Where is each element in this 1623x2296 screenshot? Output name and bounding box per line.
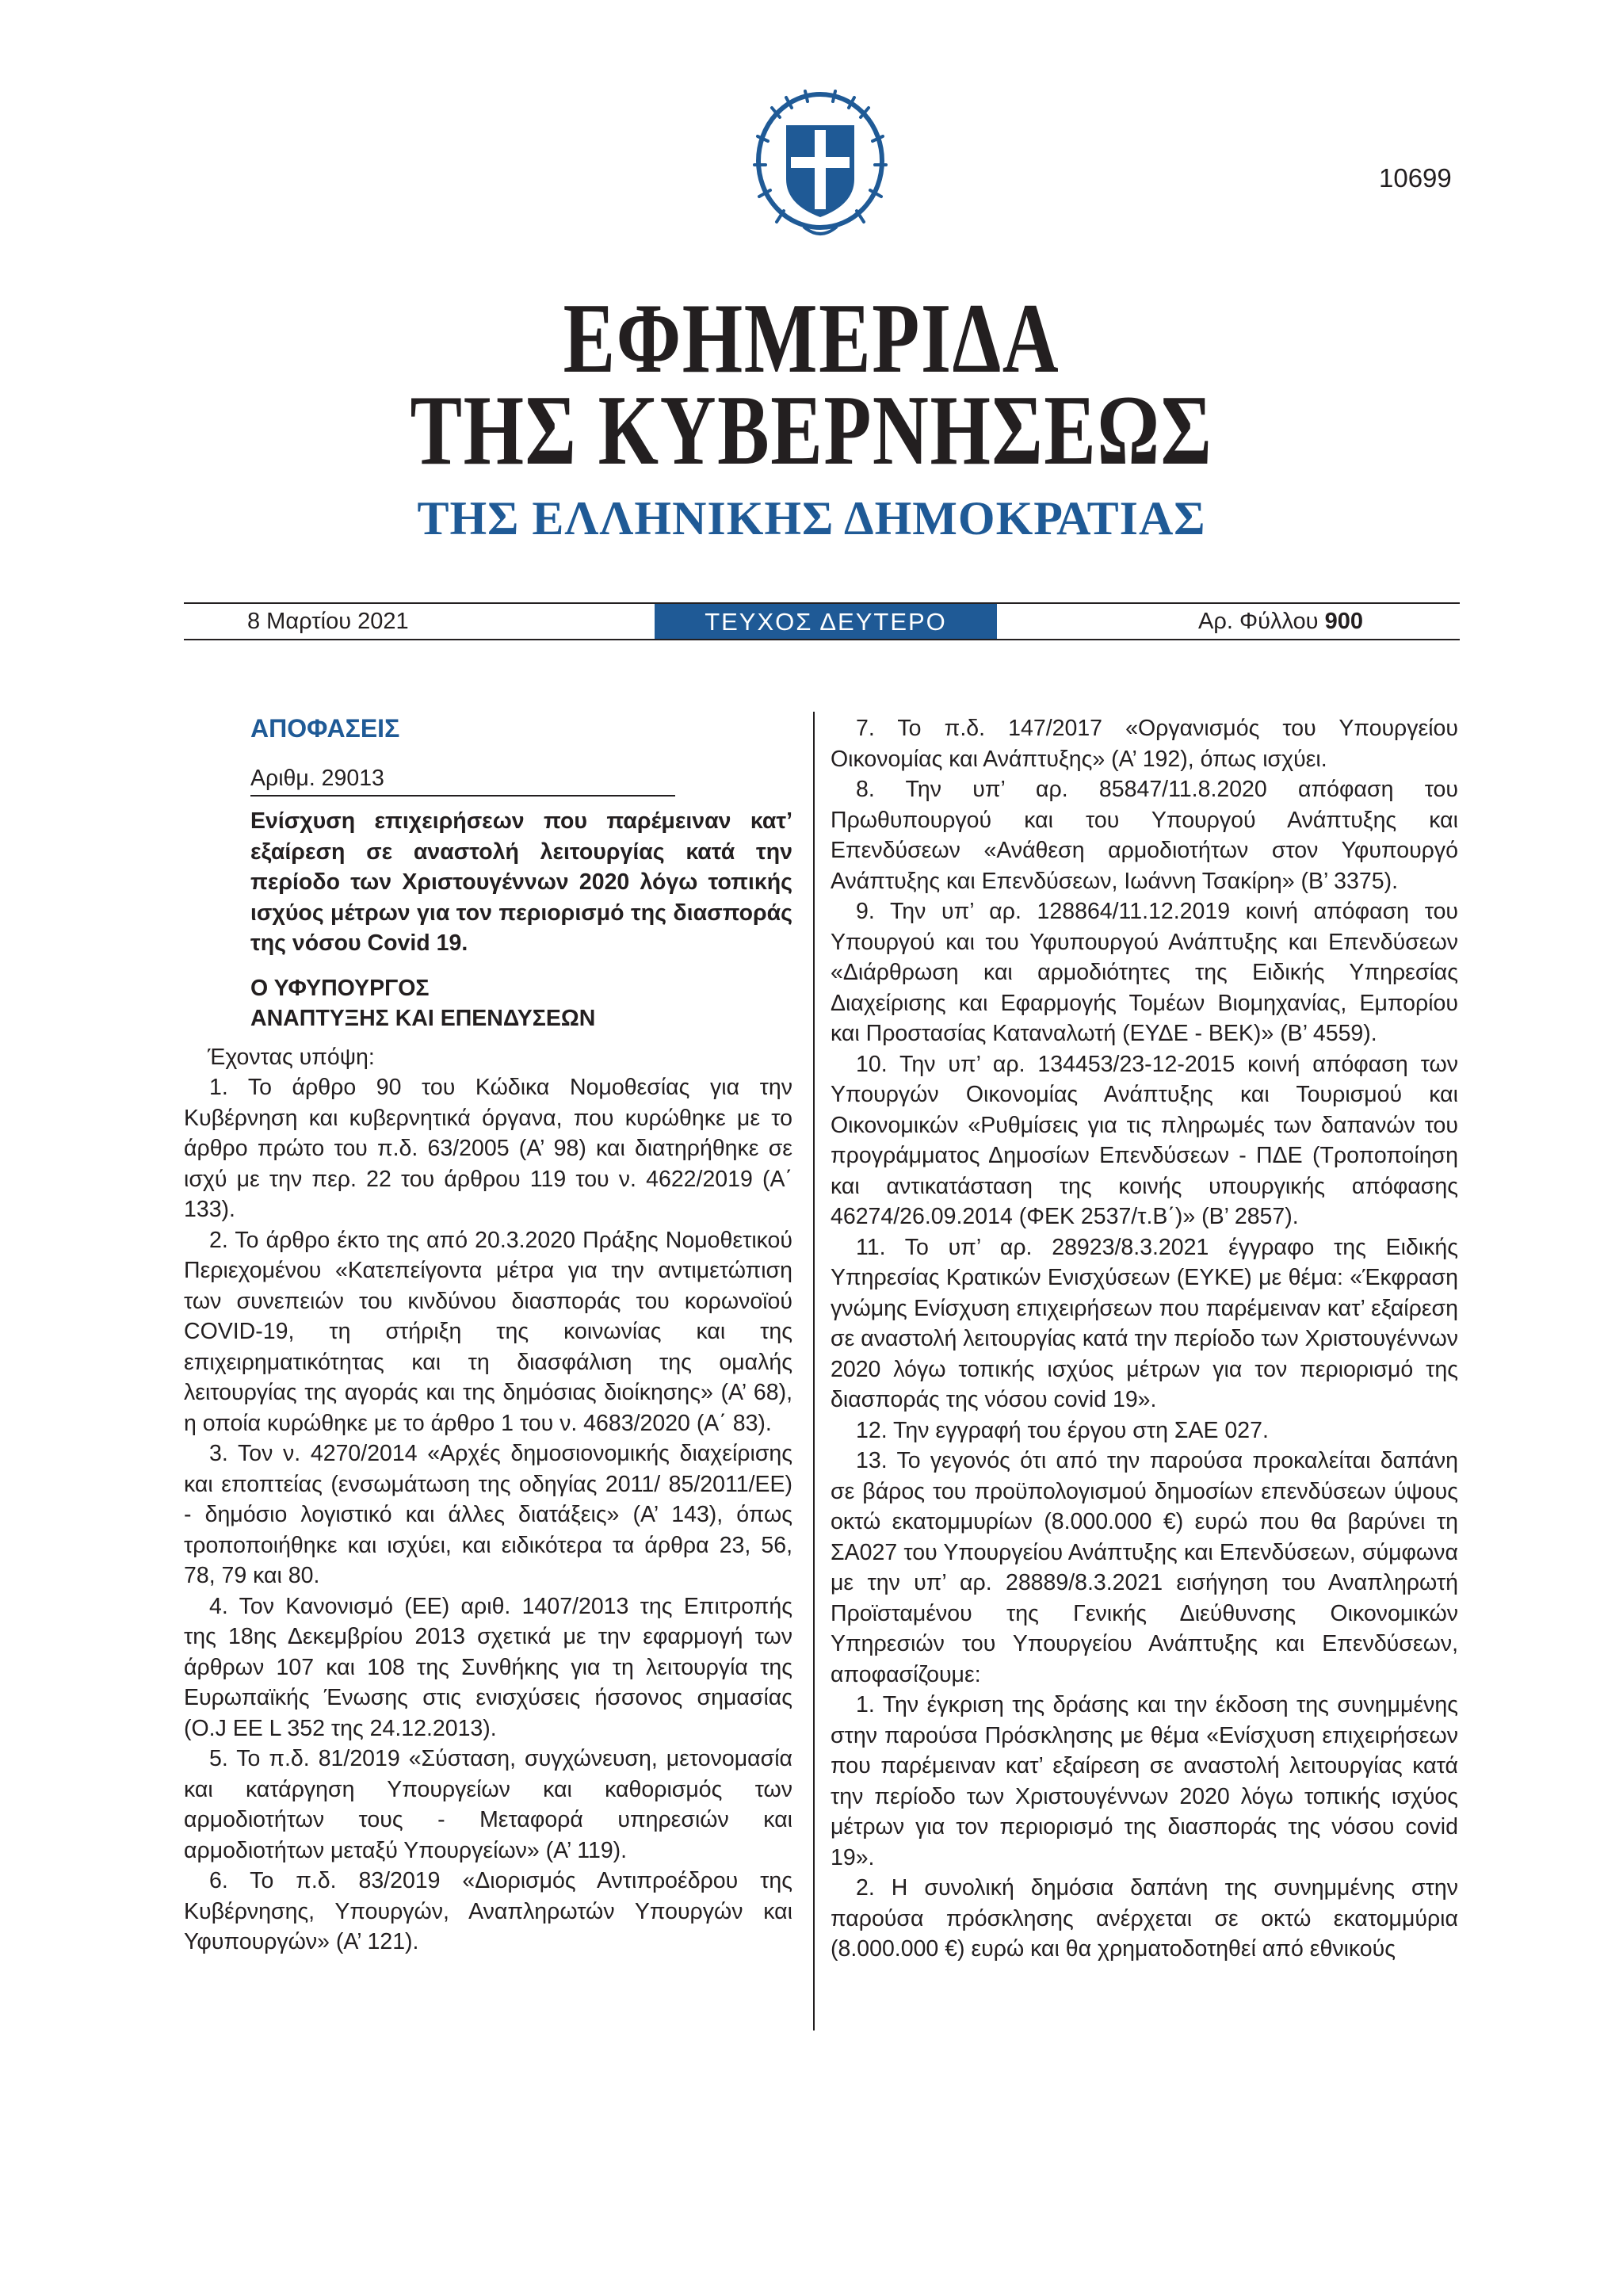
paragraph: 2. Η συνολική δημόσια δαπάνη της συνημμένης στην παρούσα πρόσκλησης ανέρχεται σε οκτώ εκατομμύρια (8.000.000 €) ευρώ και θα χρηματοδοτηθεί από εθνικούς [831, 1875, 1458, 1962]
sheet-number [1198, 609, 1363, 635]
paragraph: 2. Το άρθρο έκτο της από 20.3.2020 Πράξης Νομοθετικού Περιεχομένου «Κατεπείγοντα μέτρα για την αντιμετώπιση των συνεπειών του κινδύνου διασποράς του κορωνοϊού COVID-19, τη στήριξη της κοινωνίας και της επιχειρηματικότητας και τη διασφάλιση της ομαλής λειτουργίας της αγοράς και της δημόσιας διοίκησης» (Α’ 68), η οποία κυρώθηκε με το άρθρο 1 του ν. 4683/2020 (Α΄ 83). [184, 1227, 792, 1436]
paragraph: 4. Τον Κανονισμό (ΕΕ) αριθ. 1407/2013 της Επιτροπής της 18ης Δεκεμβρίου 2013 σχετικά με την εφαρμογή των άρθρων 107 και 108 της Συνθήκης για τη λειτουργία της Ευρωπαϊκής Ένωσης στις ενισχύσεις ήσσονος σημασίας (Ο.J ΕΕ L 352 της 24.12.2013). [184, 1593, 792, 1741]
minister-line-2: ΑΝΑΠΤΥΞΗΣ ΚΑΙ ΕΠΕΝΔΥΣΕΩΝ [250, 1006, 596, 1031]
decision-number: Αριθμ. 29013 [250, 763, 675, 797]
minister-line-1: Ο ΥΦΥΠΟΥΡΓΟΣ [250, 975, 430, 1001]
paragraph: 10. Την υπ’ αρ. 134453/23-12-2015 κοινή απόφαση των Υπουργών Οικονομίας Ανάπτυξης και Τουρισμού και Οικονομικών «Ρυθμίσεις για τις πληρωμές των δαπανών του προγράμματος Δημοσίων Επενδύσεων - ΠΔΕ (Τροποποίηση και αντικατάσταση της κοινής υπουργικής απόφασης 46274/26.09.2014 (ΦΕΚ 2537/τ.Β΄)» (Β’ 2857). [831, 1051, 1458, 1229]
paragraph: 6. Το π.δ. 83/2019 «Διορισμός Αντιπροέδρου της Κυβέρνησης, Υπουργών, Αναπληρωτών Υπουργών και Υφυπουργών» (Α’ 121). [184, 1868, 792, 1954]
paragraph: 1. Το άρθρο 90 του Κώδικα Νομοθεσίας για την Κυβέρνηση και κυβερνητικά όργανα, που κυρώθηκε με το άρθρο πρώτο του π.δ. 63/2005 (Α’ 98) και διατηρήθηκε σε ισχύ με την περ. 22 του άρθρου 119 του ν. 4622/2019 (Α΄ 133). [184, 1075, 792, 1222]
paragraph: 1. Την έγκριση της δράσης και την έκδοση της συνημμένης στην παρούσα Πρόσκλησης με θέμα «Ενίσχυση επιχειρήσεων που παρέμειναν κατ’ εξαίρεση σε αναστολή λειτουργίας κατά την περίοδο των Χριστουγέννων 2020 λόγω τοπικής ισχύος μέτρων για τον περιορισμό της διασποράς της νόσου covid 19». [831, 1692, 1458, 1870]
right-column [831, 713, 1458, 1965]
gazette-subtitle: ΤΗΣ ΚΥΒΕΡΝΗΣΕΩΣ [410, 376, 1213, 486]
greek-coat-of-arms-icon [748, 86, 892, 244]
issue-date: 8 Μαρτίου 2021 [247, 609, 409, 634]
intro-text: Έχοντας υπόψη: [208, 1044, 375, 1070]
column-divider [813, 712, 815, 2030]
section-heading: ΑΠΟΦΑΣΕΙΣ [250, 714, 400, 743]
decision-title: Ενίσχυση επιχειρήσεων που παρέμειναν κατ’ εξαίρεση σε αναστολή λειτουργίας κατά την περίοδο των Χριστουγέννων 2020 λόγω τοπικής ισχύος μέτρων για τον περιορισμό της διασποράς της νόσου Covid 19. [250, 808, 792, 956]
minister-heading [250, 973, 792, 1034]
paragraph: 12. Την εγγραφή του έργου στη ΣΑΕ 027. [856, 1417, 1269, 1443]
paragraph: 5. Το π.δ. 81/2019 «Σύσταση, συγχώνευση, μετονομασία και κατάργηση Υπουργείων και καθορισμός των αρμοδιοτήτων τους - Μεταφορά υπηρεσιών και αρμοδιοτήτων μεταξύ Υπουργείων» (Α’ 119). [184, 1746, 792, 1863]
issue-label: ΤΕΥΧΟΣ ΔΕΥΤΕΡΟ [655, 604, 997, 640]
left-column [184, 713, 792, 1958]
paragraph: 13. Το γεγονός ότι από την παρούσα προκαλείται δαπάνη σε βάρος του προϋπολογισμού δημοσίων επενδύσεων ύψους οκτώ εκατομμυρίων (8.000.000 €) ευρώ που θα βαρύνει τη ΣΑ027 του Υπουργείου Ανάπτυξης και Επενδύσεων, σύμφωνα με την υπ’ αρ. 28889/8.3.2021 εισήγηση του Αναπληρωτή Προϊσταμένου της Γενικής Διεύθυνσης Οικονομικών Υπηρεσιών του Υπουργείου Ανάπτυξης και Επενδύσεων, αποφασίζουμε: [831, 1448, 1458, 1687]
sheet-number-value: 900 [1324, 609, 1363, 634]
page-number: 10699 [1379, 163, 1452, 193]
paragraph: 7. Το π.δ. 147/2017 «Οργανισμός του Υπουργείου Οικονομίας και Ανάπτυξης» (Α’ 192), όπως ισχύει. [831, 716, 1458, 772]
header-bottom-rule [184, 639, 1460, 640]
paragraph: 3. Τον ν. 4270/2014 «Αρχές δημοσιονομικής διαχείρισης και εποπτείας (ενσωμάτωση της οδηγίας 2011/ 85/2011/ΕΕ) - δημόσιο λογιστικό και άλλες διατάξεις» (Α’ 143), όπως τροποποιήθηκε και ισχύει, και ειδικότερα τα άρθρα 23, 56, 78, 79 και 80. [184, 1441, 792, 1588]
gazette-title: ΕΦΗΜΕΡΙΔΑ [563, 284, 1060, 394]
sheet-label: Αρ. Φύλλου [1198, 609, 1319, 634]
paragraph: 8. Την υπ’ αρ. 85847/11.8.2020 απόφαση του Πρωθυπουργού και του Υπουργού Ανάπτυξης και Επενδύσεων «Ανάθεση αρμοδιοτήτων στον Υφυπουργό Ανάπτυξης και Επενδύσεων, Ιωάννη Τσακίρη» (Β’ 3375). [831, 777, 1458, 894]
gazette-republic: ΤΗΣ ΕΛΛΗΝΙΚΗΣ ΔΗΜΟΚΡΑΤΙΑΣ [417, 492, 1206, 544]
paragraph: 11. Το υπ’ αρ. 28923/8.3.2021 έγγραφο της Ειδικής Υπηρεσίας Κρατικών Ενισχύσεων (ΕΥΚΕ) με θέμα: «Έκφραση γνώμης Ενίσχυση επιχειρήσεων που παρέμειναν κατ’ εξαίρεση σε αναστολή λειτουργίας κατά την περίοδο των Χριστουγέννων 2020 λόγω τοπικής ισχύος μέτρων για τον περιορισμό της διασποράς της νόσου covid 19». [831, 1234, 1458, 1412]
paragraph: 9. Την υπ’ αρ. 128864/11.12.2019 κοινή απόφαση του Υπουργού και του Υφυπουργού Ανάπτυξης και Επενδύσεων «Διάρθρωση και αρμοδιότητες της Ειδικής Υπηρεσίας Διαχείρισης και Εφαρμογής Τομέων Βιομηχανίας, Εμπορίου και Προστασίας Καταναλωτή (ΕΥΔΕ - ΒΕΚ)» (Β’ 4559). [831, 899, 1458, 1046]
